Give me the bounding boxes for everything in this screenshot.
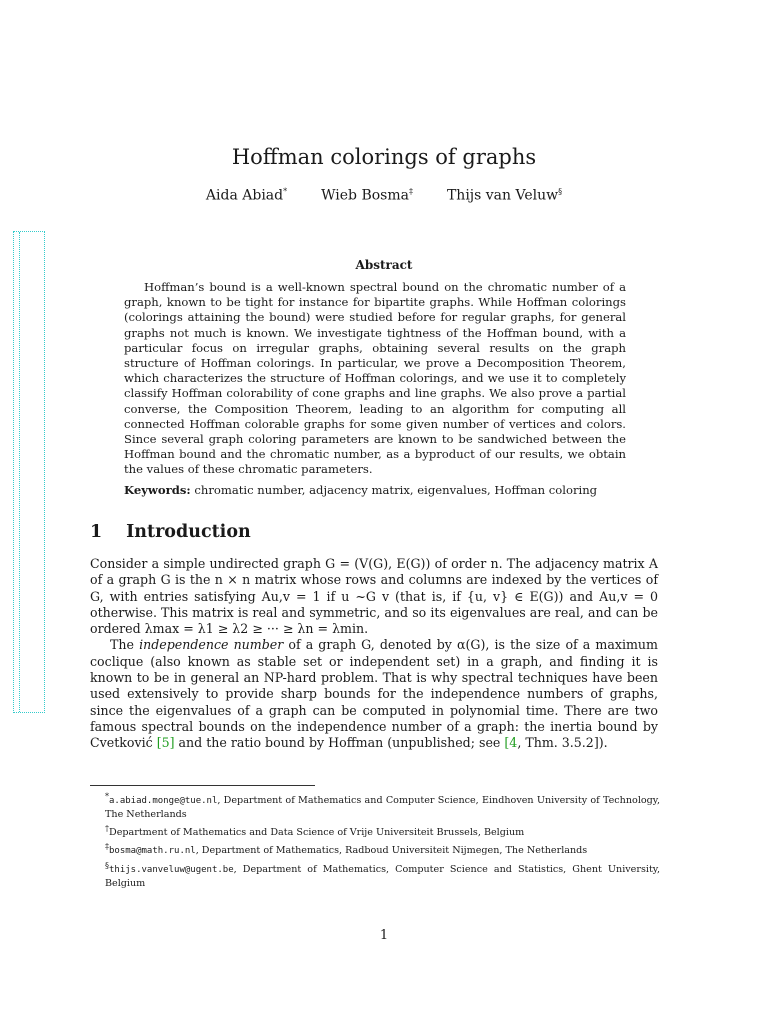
author: Thijs van Veluw§ xyxy=(446,187,563,204)
footnote: *a.abiad.monge@tue.nl, Department of Mathematics and Computer Science, Eindhoven University of Technology, The Netherlands xyxy=(105,792,660,821)
keywords-label: Keywords: xyxy=(124,483,191,497)
citation-link[interactable]: [5] xyxy=(156,735,175,751)
author: Aida Abiad* xyxy=(205,187,288,204)
abstract-text: Hoffman’s bound is a well-known spectral bound on the chromatic number of a graph, known to be tight for instance for bipartite graphs. While Hoffman colorings (colorings attaining the bound) were studied before for regular graphs, for general graphs not much is known. We investigate tightness of the Hoffman bound, with a particular focus on irregular graphs, obtaining several results on the graph structure of Hoffman colorings. In particular, we prove a Decomposition Theorem, which characterizes the structure of Hoffman colorings, and we use it to completely classify Hoffman colorability of cone graphs and line graphs. We also prove a partial converse, the Composition Theorem, leading to an algorithm for computing all connected Hoffman colorable graphs for some given number of vertices and colors. Since several graph coloring parameters are known to be sandwiched between the Hoffman bound and the chromatic number, as a byproduct of our results, we obtain the values of these chromatic parameters. xyxy=(124,280,626,477)
intro-paragraph-2: The independence number of a graph G, denoted by α(G), is the size of a maximum coclique (also known as stable set or independent set) in a graph, and finding it is known to be in general an NP-hard problem. That is why spectral techniques have been used extensively to provide sharp bounds for the independence numbers of graphs, since the eigenvalues of a graph can be computed in polynomial time. There are two famous spectral bounds on the independence number of a graph: the inertia bound by Cvetković [5] and the ratio bound by Hoffman (unpublished; see [4, Thm. 3.5.2]). xyxy=(90,637,658,751)
author: Wieb Bosma‡ xyxy=(321,187,413,204)
footnotes xyxy=(90,790,660,891)
intro-paragraph-1: Consider a simple undirected graph G = (V(G), E(G)) of order n. The adjacency matrix A of a graph G is the n × n matrix whose rows and columns are indexed by the vertices of G, with entries satisfying Au,v = 1 if u ~G v (that is, if {u, v} ∈ E(G)) and Au,v = 0 otherwise. This matrix is real and symmetric, and so its eigenvalues are real, and can be ordered λmax = λ1 ≥ λ2 ≥ ··· ≥ λn = λmin. xyxy=(90,556,658,637)
section-number: 1 xyxy=(90,522,103,542)
footnote: †Department of Mathematics and Data Science of Vrije Universiteit Brussels, Belgium xyxy=(105,824,525,839)
citation-link[interactable]: [4 xyxy=(504,735,518,751)
email-link[interactable]: bosma@math.ru.nl xyxy=(109,846,196,857)
intro-body xyxy=(90,556,658,752)
abstract-heading: Abstract xyxy=(355,258,413,272)
margin-dotted-box xyxy=(13,231,45,713)
keywords-text: chromatic number, adjacency matrix, eigenvalues, Hoffman coloring xyxy=(194,483,598,497)
section-title: Introduction xyxy=(126,522,251,542)
footnote: ‡bosma@math.ru.nl, Department of Mathematics, Radboud Universiteit Nijmegen, The Netherlands xyxy=(105,842,588,857)
page-number: 1 xyxy=(379,928,389,943)
author-list xyxy=(0,187,768,204)
email-link[interactable]: thijs.vanveluw@ugent.be xyxy=(109,864,234,875)
keywords xyxy=(124,483,626,497)
footnote: §thijs.vanveluw@ugent.be, Department of Mathematics, Computer Science and Statistics, Ghent University, Belgium xyxy=(105,860,660,889)
section-heading xyxy=(90,522,251,542)
email-link[interactable]: a.abiad.monge@tue.nl xyxy=(109,796,218,807)
paper-title: Hoffman colorings of graphs xyxy=(231,145,537,169)
footnote-rule xyxy=(90,785,315,786)
